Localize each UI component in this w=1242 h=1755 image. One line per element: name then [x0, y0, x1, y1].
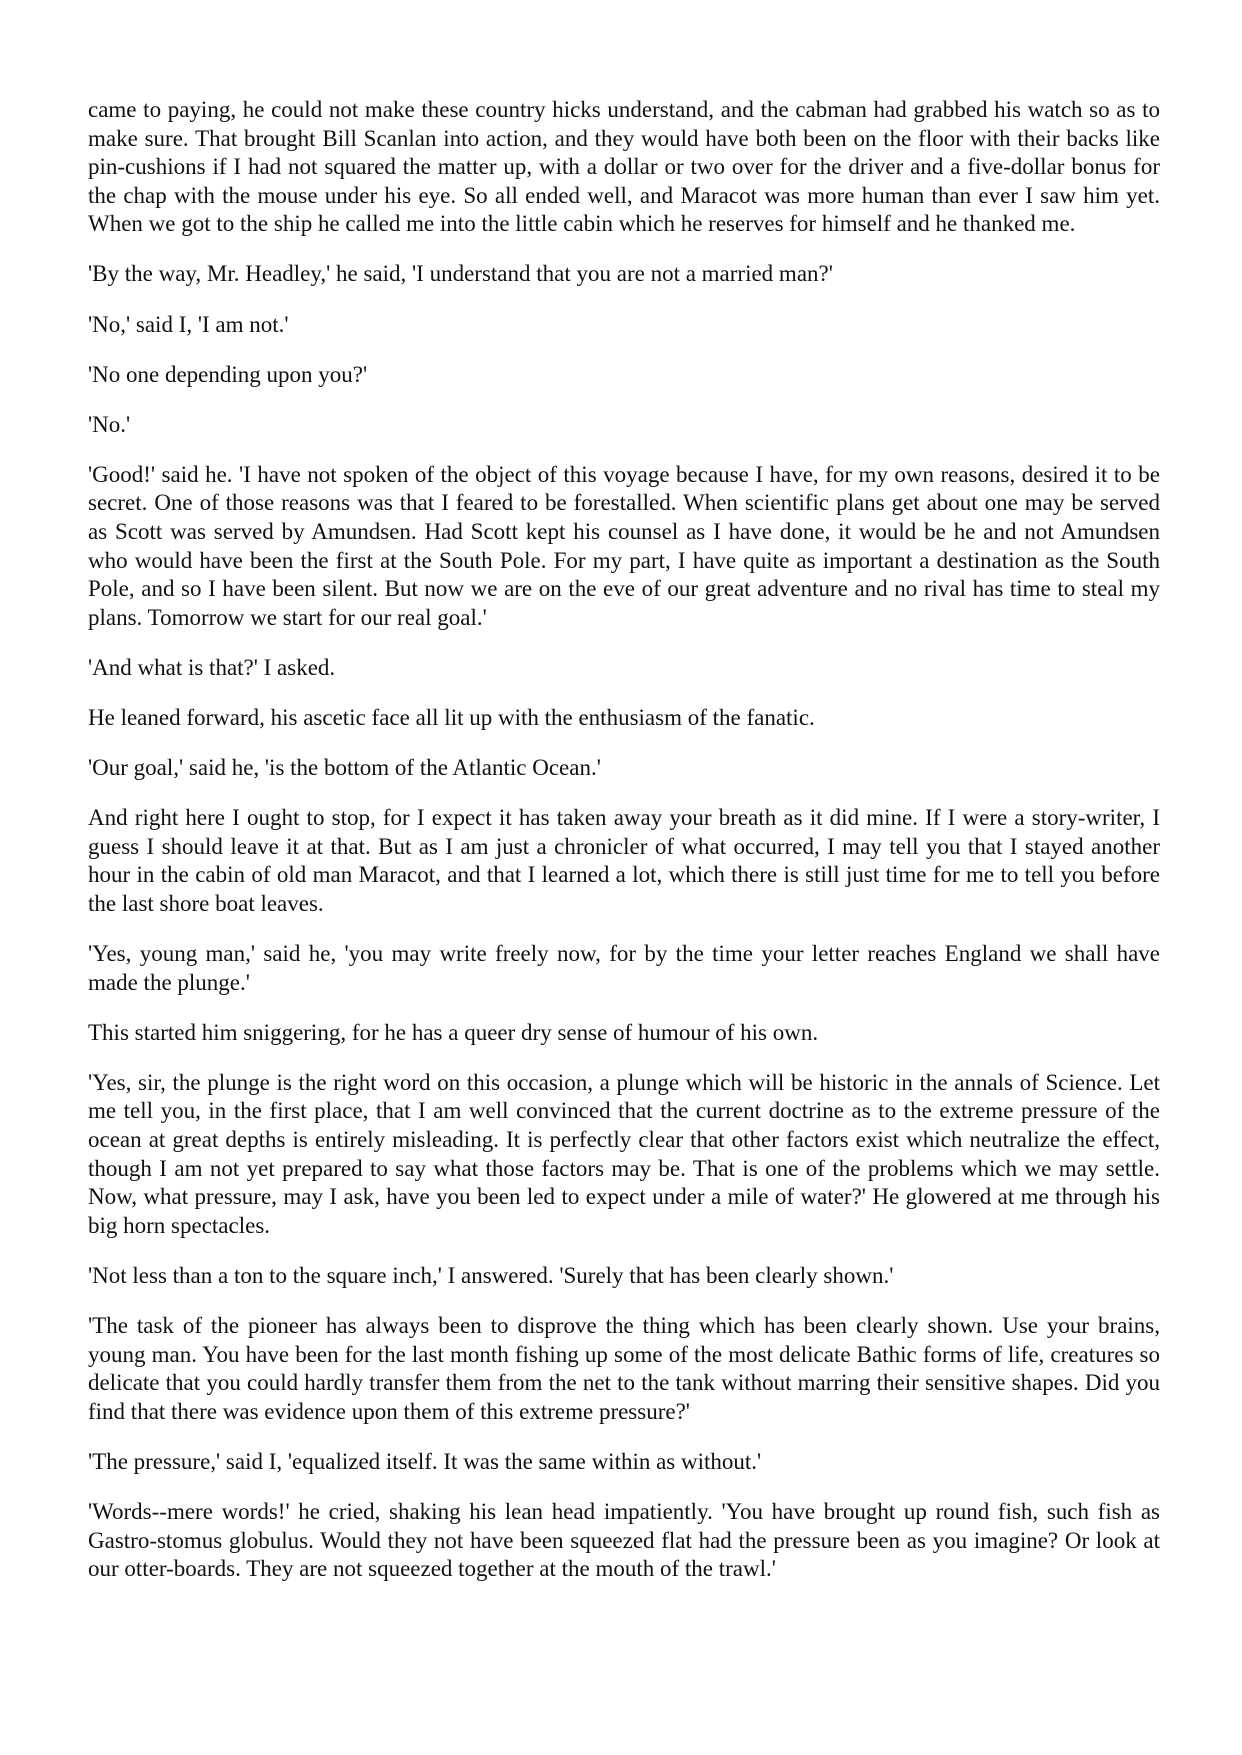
- paragraph-1: came to paying, he could not make these country hicks understand, and the cabman had grabbed his watch so as to make sure. That brought Bill Scanlan into action, and they would have both been on the floor with their backs like pin-cushions if I had not squared the matter up, with a dollar or two over for the driver and a five-dollar bonus for the chap with the mouse under his eye. So all ended well, and Maracot was more human than ever I saw him yet. When we got to the ship he called me into the little cabin which he reserves for himself and he thanked me.: [88, 97, 1160, 237]
- paragraph-11: 'Yes, young man,' said he, 'you may write freely now, for by the time your letter reaches England we shall have made the plunge.': [88, 941, 1160, 995]
- paragraph-17: 'Words--mere words!' he cried, shaking his lean head impatiently. 'You have brought up round fish, such fish as Gastro-stomus globulus. Would they not have been squeezed flat had the pressure been as you imagine? Or look at our otter-boards. They are not squeezed together at the mouth of the trawl.': [88, 1498, 1160, 1582]
- paragraph-9: 'Our goal,' said he, 'is the bottom of the Atlantic Ocean.': [88, 755, 601, 781]
- paragraph-10: And right here I ought to stop, for I expect it has taken away your breath as it did mine. If I were a story-writer, I guess I should leave it at that. But as I am just a chronicler of what occurred, I may tell you that I stayed another hour in the cabin of old man Maracot, and that I learned a lot, which there is still just time for me to tell you before the last shore boat leaves.: [88, 805, 1160, 916]
- paragraph-14: 'Not less than a ton to the square inch,' I answered. 'Surely that has been clearly shown.': [88, 1262, 894, 1288]
- paragraph-4: 'No one depending upon you?': [88, 361, 368, 387]
- paragraph-6: 'Good!' said he. 'I have not spoken of the object of this voyage because I have, for my own reasons, desired it to be secret. One of those reasons was that I feared to be forestalled. When scientific plans get about one may be served as Scott was served by Amundsen. Had Scott kept his counsel as I have done, it would be he and not Amundsen who would have been the first at the South Pole. For my part, I have quite as important a destination as the South Pole, and so I have been silent. But now we are on the eve of our great adventure and no rival has time to steal my plans. Tomorrow we start for our real goal.': [88, 461, 1160, 630]
- paragraph-8: He leaned forward, his ascetic face all lit up with the enthusiasm of the fanatic.: [88, 705, 815, 730]
- paragraph-7: 'And what is that?' I asked.: [88, 654, 336, 680]
- paragraph-2: 'By the way, Mr. Headley,' he said, 'I understand that you are not a married man?': [88, 261, 833, 287]
- paragraph-12: This started him sniggering, for he has a queer dry sense of humour of his own.: [88, 1019, 819, 1045]
- paragraph-5: 'No.': [88, 411, 131, 437]
- document-page: [88, 96, 1160, 1605]
- paragraph-3: 'No,' said I, 'I am not.': [88, 311, 289, 337]
- paragraph-16: 'The pressure,' said I, 'equalized itself. It was the same within as without.': [88, 1448, 762, 1474]
- paragraph-13: 'Yes, sir, the plunge is the right word on this occasion, a plunge which will be historic in the annals of Science. Let me tell you, in the first place, that I am well convinced that the current doctrine as to the extreme pressure of the ocean at great depths is entirely misleading. It is perfectly clear that other factors exist which neutralize the effect, though I am not yet prepared to say what those factors may be. That is one of the problems which we may settle. Now, what pressure, may I ask, have you been led to expect under a mile of water?' He glowered at me through his big horn spectacles.: [88, 1069, 1160, 1238]
- paragraph-15: 'The task of the pioneer has always been to disprove the thing which has been clearly shown. Use your brains, young man. You have been for the last month fishing up some of the most delicate Bathic forms of life, creatures so delicate that you could hardly transfer them from the net to the tank without marring their sensitive shapes. Did you find that there was evidence upon them of this extreme pressure?': [88, 1313, 1160, 1424]
